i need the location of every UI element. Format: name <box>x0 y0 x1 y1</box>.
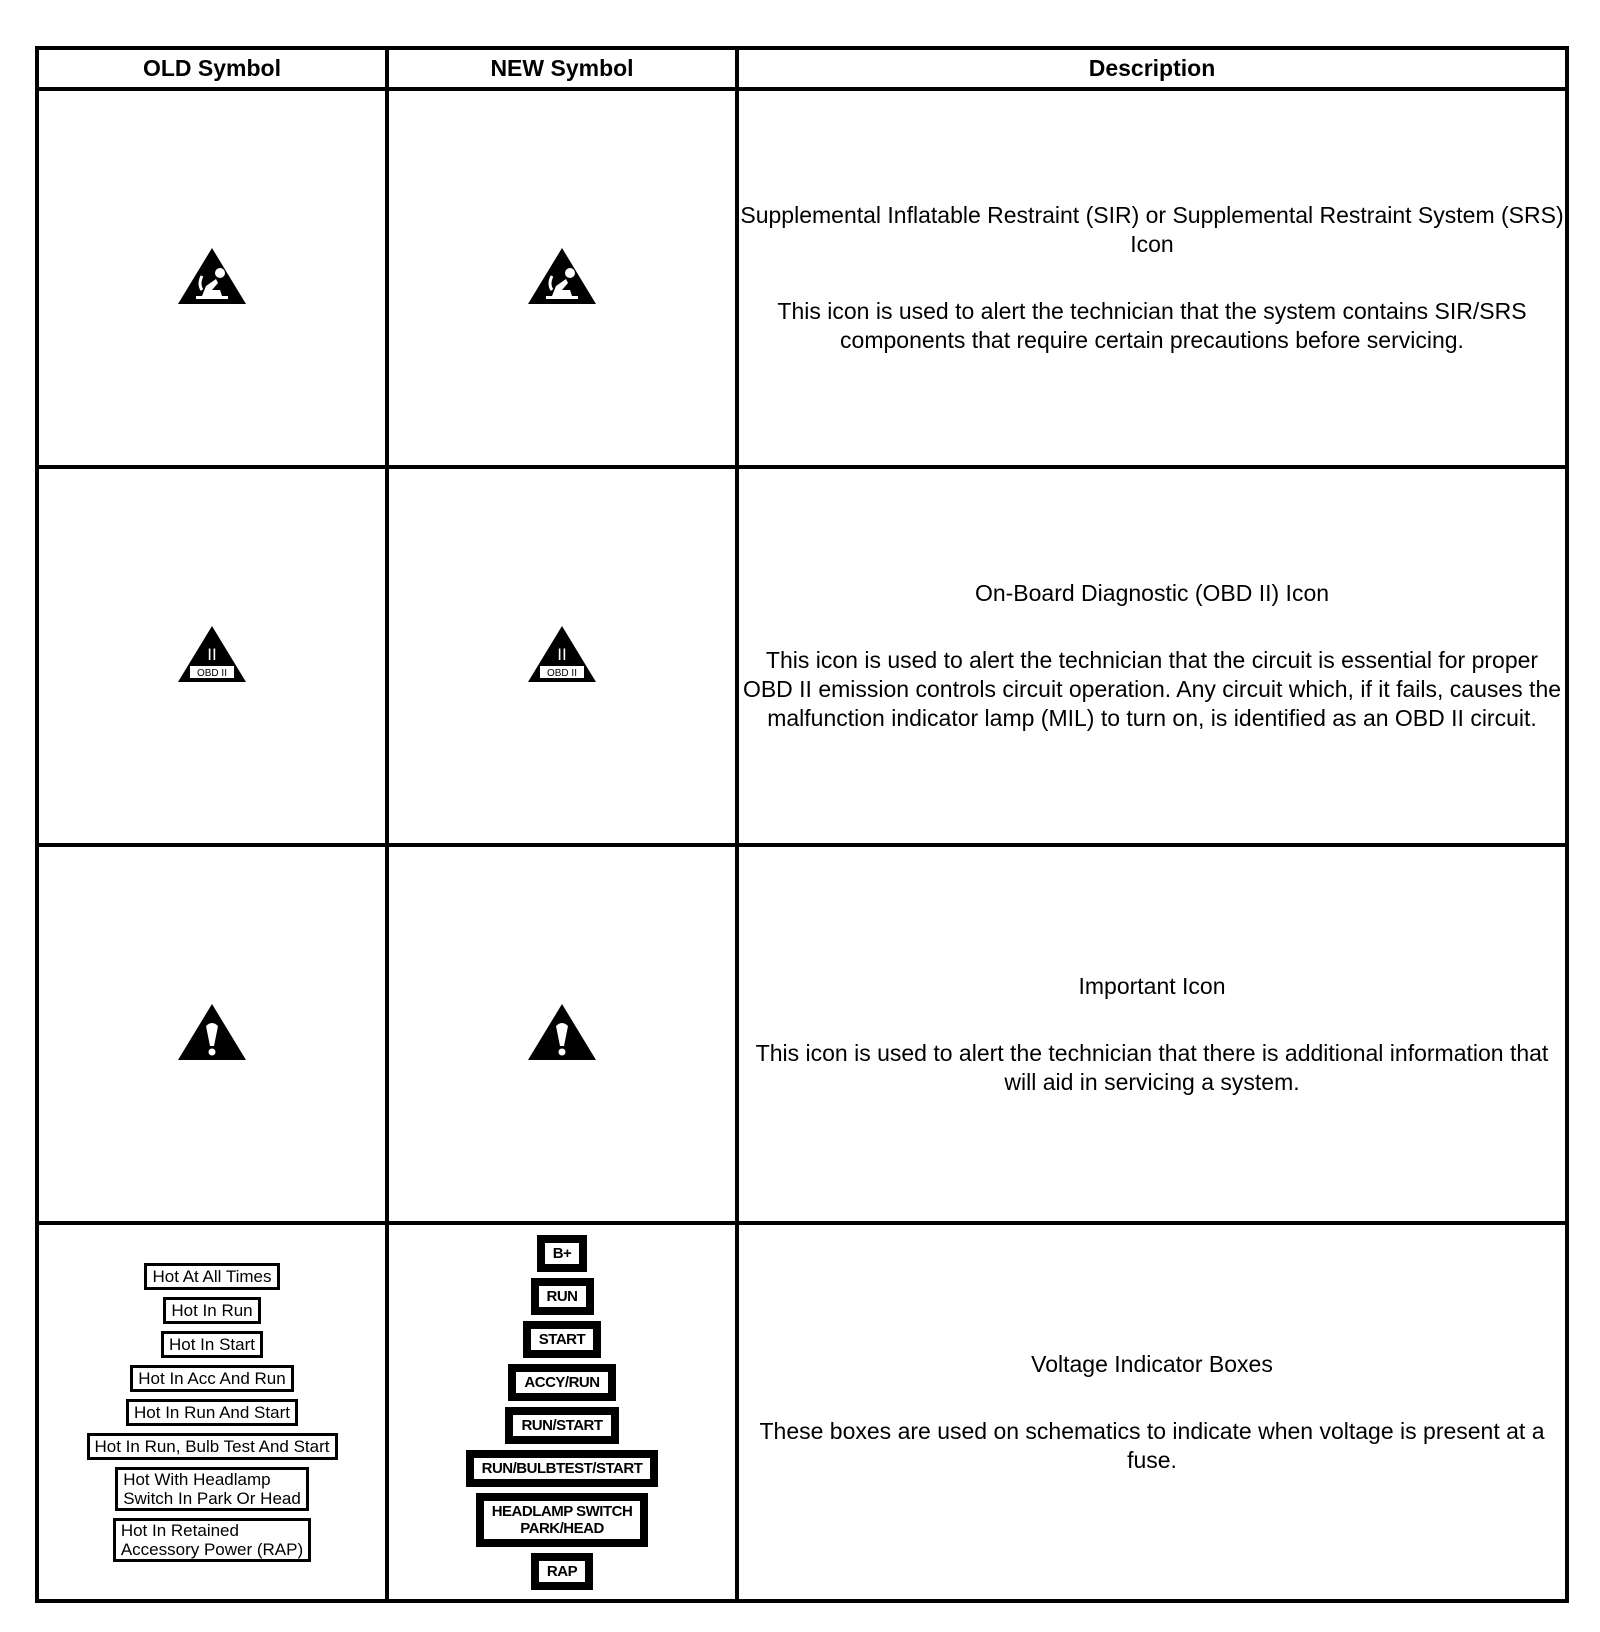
description-body: This icon is used to alert the technician that the system contains SIR/SRS components that require certain precautions before servicing. <box>777 298 1527 353</box>
obd-icon-label-bottom: OBD II <box>546 667 578 679</box>
voltage-box-label: RUN/START <box>521 1416 603 1434</box>
old-voltage-box <box>87 1433 338 1460</box>
voltage-box-label: Hot With Headlamp Switch In Park Or Head <box>123 1469 301 1508</box>
old-voltage-box <box>126 1399 298 1426</box>
table-row <box>37 89 1567 467</box>
new-voltage-box <box>476 1493 649 1547</box>
header-description: Description <box>737 48 1567 89</box>
old-voltage-box <box>161 1331 263 1358</box>
description-cell <box>737 89 1567 467</box>
voltage-box-label: Hot In Start <box>169 1334 255 1354</box>
old-voltage-box <box>113 1518 311 1562</box>
header-new-symbol: NEW Symbol <box>387 48 737 89</box>
table-row <box>37 1223 1567 1601</box>
description-cell <box>737 845 1567 1223</box>
new-voltage-box <box>505 1407 618 1444</box>
header-row <box>37 48 1567 89</box>
new-voltage-box <box>531 1278 594 1315</box>
description-cell <box>737 467 1567 845</box>
old-symbol-cell <box>37 467 387 845</box>
new-voltage-box <box>523 1321 601 1358</box>
voltage-box-label: Hot In Acc And Run <box>138 1368 286 1388</box>
voltage-box-label: B+ <box>552 1244 572 1262</box>
obd-icon-label-bottom: OBD II <box>196 667 228 679</box>
airbag-warning-icon <box>176 246 248 306</box>
description-title: Important Icon <box>1078 972 1226 999</box>
new-symbol-cell <box>387 1223 737 1601</box>
new-symbol-cell <box>387 845 737 1223</box>
voltage-box-label: RUN/BULBTEST/START <box>481 1459 643 1477</box>
obd-icon-label-top: II <box>207 644 217 664</box>
obd-ii-warning-icon <box>526 624 598 684</box>
old-voltage-box <box>130 1365 293 1392</box>
new-symbol-cell <box>387 89 737 467</box>
new-voltage-box <box>537 1235 588 1272</box>
voltage-box-label: RAP <box>546 1562 578 1580</box>
description-body: This icon is used to alert the technician that there is additional information that will aid in servicing a system. <box>755 1039 1549 1095</box>
exclamation-warning-icon <box>526 1002 598 1062</box>
voltage-box-label: Hot In Retained Accessory Power (RAP) <box>120 1520 304 1559</box>
voltage-box-label: Hot In Run <box>171 1300 253 1320</box>
voltage-box-label: Hot At All Times <box>152 1266 272 1286</box>
old-voltage-box <box>115 1467 309 1511</box>
voltage-box-label: Hot In Run And Start <box>134 1402 290 1422</box>
old-voltage-box <box>144 1263 279 1290</box>
symbol-table <box>35 46 1569 1603</box>
airbag-warning-icon <box>526 246 598 306</box>
table-row <box>37 467 1567 845</box>
description-title: On-Board Diagnostic (OBD II) Icon <box>974 580 1330 606</box>
table-row <box>37 845 1567 1223</box>
description-title: Voltage Indicator Boxes <box>1031 1350 1273 1377</box>
new-symbol-cell <box>387 467 737 845</box>
new-voltage-box <box>531 1553 593 1590</box>
voltage-box-label: HEADLAMP SWITCH PARK/HEAD <box>491 1502 633 1537</box>
new-voltage-box-stack <box>389 1235 735 1590</box>
obd-ii-warning-icon <box>176 624 248 684</box>
header-old-symbol: OLD Symbol <box>37 48 387 89</box>
voltage-box-label: ACCY/RUN <box>524 1373 600 1391</box>
obd-icon-label-top: II <box>557 644 567 664</box>
exclamation-warning-icon <box>176 1002 248 1062</box>
description-body: These boxes are used on schematics to indicate when voltage is present at a fuse. <box>759 1417 1545 1473</box>
new-voltage-box <box>508 1364 615 1401</box>
old-voltage-box-stack <box>39 1263 385 1562</box>
voltage-box-label: Hot In Run, Bulb Test And Start <box>94 1436 330 1456</box>
old-voltage-box <box>163 1297 260 1324</box>
new-voltage-box <box>466 1450 659 1487</box>
old-symbol-cell <box>37 89 387 467</box>
description-cell <box>737 1223 1567 1601</box>
voltage-box-label: RUN <box>546 1287 578 1305</box>
old-symbol-cell <box>37 1223 387 1601</box>
voltage-box-label: START <box>538 1330 586 1348</box>
description-body: This icon is used to alert the technician that the circuit is essential for proper OBD II emission controls circuit operation. Any circuit which, if it fails, causes the malfunction indicator lamp (MIL) to turn on, is identified as an OBD II circuit. <box>742 647 1562 731</box>
old-symbol-cell <box>37 845 387 1223</box>
description-title: Supplemental Inflatable Restraint (SIR) or Supplemental Restraint System (SRS) Icon <box>740 202 1564 257</box>
